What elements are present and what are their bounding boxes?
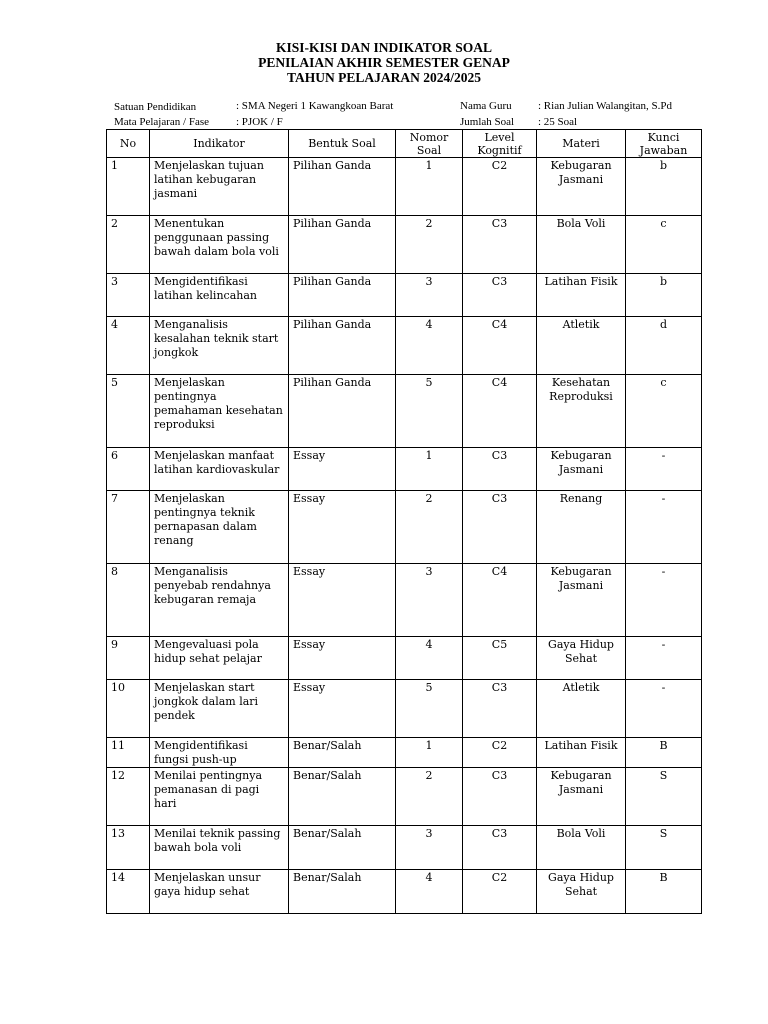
row-level-kognitif: C3 bbox=[463, 274, 537, 317]
row-level-kognitif: C3 bbox=[463, 680, 537, 738]
table-row bbox=[107, 826, 702, 870]
row-nomor-soal: 3 bbox=[396, 274, 463, 317]
kisi-kisi-table bbox=[106, 129, 702, 914]
row-kunci-jawaban: - bbox=[626, 637, 702, 680]
row-indikator: Menentukan penggunaan passing bawah dalam bola voli bbox=[150, 216, 289, 274]
row-nomor-soal: 1 bbox=[396, 738, 463, 768]
row-nomor-soal: 3 bbox=[396, 564, 463, 637]
row-bentuk-soal: Pilihan Ganda bbox=[289, 216, 396, 274]
row-kunci-jawaban: d bbox=[626, 317, 702, 375]
row-bentuk-soal: Pilihan Ganda bbox=[289, 317, 396, 375]
row-kunci-jawaban: b bbox=[626, 274, 702, 317]
row-indikator: Menjelaskan pentingnya teknik pernapasan dalam renang bbox=[150, 491, 289, 564]
row-bentuk-soal: Pilihan Ganda bbox=[289, 375, 396, 448]
table-row bbox=[107, 375, 702, 448]
row-materi: Kesehatan Reproduksi bbox=[537, 375, 626, 448]
table-header-row bbox=[107, 130, 702, 158]
row-no: 5 bbox=[107, 375, 150, 448]
row-bentuk-soal: Pilihan Ganda bbox=[289, 158, 396, 216]
row-no: 1 bbox=[107, 158, 150, 216]
row-nomor-soal: 1 bbox=[396, 448, 463, 491]
row-bentuk-soal: Benar/Salah bbox=[289, 826, 396, 870]
row-level-kognitif: C3 bbox=[463, 491, 537, 564]
header-level-kognitif: Level Kognitif bbox=[463, 130, 537, 158]
header-no: No bbox=[107, 130, 150, 158]
table-row bbox=[107, 680, 702, 738]
row-nomor-soal: 2 bbox=[396, 216, 463, 274]
row-no: 7 bbox=[107, 491, 150, 564]
row-no: 13 bbox=[107, 826, 150, 870]
row-no: 4 bbox=[107, 317, 150, 375]
row-materi: Latihan Fisik bbox=[537, 738, 626, 768]
row-indikator: Menjelaskan manfaat latihan kardiovaskular bbox=[150, 448, 289, 491]
row-kunci-jawaban: B bbox=[626, 738, 702, 768]
row-level-kognitif: C4 bbox=[463, 564, 537, 637]
row-indikator: Menjelaskan pentingnya pemahaman kesehatan reproduksi bbox=[150, 375, 289, 448]
row-bentuk-soal: Benar/Salah bbox=[289, 768, 396, 826]
row-no: 9 bbox=[107, 637, 150, 680]
row-no: 8 bbox=[107, 564, 150, 637]
row-bentuk-soal: Essay bbox=[289, 564, 396, 637]
row-nomor-soal: 4 bbox=[396, 870, 463, 914]
row-materi: Atletik bbox=[537, 680, 626, 738]
row-level-kognitif: C3 bbox=[463, 826, 537, 870]
row-nomor-soal: 5 bbox=[396, 375, 463, 448]
table-row bbox=[107, 870, 702, 914]
row-kunci-jawaban: c bbox=[626, 216, 702, 274]
row-materi: Gaya Hidup Sehat bbox=[537, 637, 626, 680]
row-level-kognitif: C2 bbox=[463, 870, 537, 914]
table-row bbox=[107, 448, 702, 491]
row-bentuk-soal: Essay bbox=[289, 491, 396, 564]
row-nomor-soal: 3 bbox=[396, 826, 463, 870]
row-materi: Kebugaran Jasmani bbox=[537, 564, 626, 637]
row-indikator: Menjelaskan tujuan latihan kebugaran jasmani bbox=[150, 158, 289, 216]
table-row bbox=[107, 317, 702, 375]
header-kunci-jawaban: Kunci Jawaban bbox=[626, 130, 702, 158]
guru-label: Nama Guru bbox=[460, 100, 512, 112]
row-indikator: Mengidentifikasi fungsi push-up bbox=[150, 738, 289, 768]
row-indikator: Mengidentifikasi latihan kelincahan bbox=[150, 274, 289, 317]
header-nomor-soal: Nomor Soal bbox=[396, 130, 463, 158]
row-indikator: Menjelaskan unsur gaya hidup sehat bbox=[150, 870, 289, 914]
header-indikator: Indikator bbox=[150, 130, 289, 158]
header-bentuk-soal: Bentuk Soal bbox=[289, 130, 396, 158]
row-level-kognitif: C2 bbox=[463, 738, 537, 768]
header-materi: Materi bbox=[537, 130, 626, 158]
table-row bbox=[107, 564, 702, 637]
row-no: 2 bbox=[107, 216, 150, 274]
row-level-kognitif: C4 bbox=[463, 375, 537, 448]
jumlah-value: : 25 Soal bbox=[538, 116, 578, 128]
row-materi: Gaya Hidup Sehat bbox=[537, 870, 626, 914]
row-bentuk-soal: Essay bbox=[289, 448, 396, 491]
row-nomor-soal: 4 bbox=[396, 637, 463, 680]
row-kunci-jawaban: - bbox=[626, 448, 702, 491]
row-no: 3 bbox=[107, 274, 150, 317]
row-nomor-soal: 1 bbox=[396, 158, 463, 216]
row-no: 6 bbox=[107, 448, 150, 491]
title-line-3: TAHUN PELAJARAN 2024/2025 bbox=[286, 70, 481, 85]
mapel-label: Mata Pelajaran / Fase bbox=[114, 116, 209, 128]
row-kunci-jawaban: - bbox=[626, 680, 702, 738]
table-row bbox=[107, 637, 702, 680]
row-bentuk-soal: Essay bbox=[289, 637, 396, 680]
title-line-1: KISI-KISI DAN INDIKATOR SOAL bbox=[276, 40, 492, 55]
table-row bbox=[107, 274, 702, 317]
row-no: 11 bbox=[107, 738, 150, 768]
row-no: 10 bbox=[107, 680, 150, 738]
row-materi: Latihan Fisik bbox=[537, 274, 626, 317]
table-row bbox=[107, 158, 702, 216]
row-level-kognitif: C5 bbox=[463, 637, 537, 680]
table-row bbox=[107, 768, 702, 826]
row-no: 14 bbox=[107, 870, 150, 914]
table-row bbox=[107, 491, 702, 564]
row-materi: Atletik bbox=[537, 317, 626, 375]
satuan-label: Satuan Pendidikan bbox=[114, 101, 197, 113]
row-level-kognitif: C2 bbox=[463, 158, 537, 216]
row-kunci-jawaban: S bbox=[626, 826, 702, 870]
title-line-2: PENILAIAN AKHIR SEMESTER GENAP bbox=[258, 55, 510, 70]
row-bentuk-soal: Pilihan Ganda bbox=[289, 274, 396, 317]
row-materi: Kebugaran Jasmani bbox=[537, 768, 626, 826]
row-materi: Renang bbox=[537, 491, 626, 564]
row-kunci-jawaban: b bbox=[626, 158, 702, 216]
row-nomor-soal: 4 bbox=[396, 317, 463, 375]
row-materi: Bola Voli bbox=[537, 826, 626, 870]
row-level-kognitif: C3 bbox=[463, 216, 537, 274]
row-materi: Kebugaran Jasmani bbox=[537, 158, 626, 216]
jumlah-label: Jumlah Soal bbox=[460, 116, 515, 128]
row-level-kognitif: C4 bbox=[463, 317, 537, 375]
row-indikator: Menjelaskan start jongkok dalam lari pendek bbox=[150, 680, 289, 738]
row-kunci-jawaban: - bbox=[626, 564, 702, 637]
row-materi: Kebugaran Jasmani bbox=[537, 448, 626, 491]
row-bentuk-soal: Benar/Salah bbox=[289, 870, 396, 914]
row-no: 12 bbox=[107, 768, 150, 826]
row-kunci-jawaban: c bbox=[626, 375, 702, 448]
table-row bbox=[107, 738, 702, 768]
row-kunci-jawaban: B bbox=[626, 870, 702, 914]
row-nomor-soal: 5 bbox=[396, 680, 463, 738]
row-level-kognitif: C3 bbox=[463, 768, 537, 826]
row-indikator: Menilai pentingnya pemanasan di pagi hari bbox=[150, 768, 289, 826]
row-indikator: Menganalisis kesalahan teknik start jongkok bbox=[150, 317, 289, 375]
row-materi: Bola Voli bbox=[537, 216, 626, 274]
table-row bbox=[107, 216, 702, 274]
satuan-value: : SMA Negeri 1 Kawangkoan Barat bbox=[236, 100, 394, 112]
row-kunci-jawaban: S bbox=[626, 768, 702, 826]
row-indikator: Mengevaluasi pola hidup sehat pelajar bbox=[150, 637, 289, 680]
row-nomor-soal: 2 bbox=[396, 491, 463, 564]
row-nomor-soal: 2 bbox=[396, 768, 463, 826]
row-indikator: Menilai teknik passing bawah bola voli bbox=[150, 826, 289, 870]
row-indikator: Menganalisis penyebab rendahnya kebugaran remaja bbox=[150, 564, 289, 637]
mapel-value: : PJOK / F bbox=[236, 116, 283, 128]
row-kunci-jawaban: - bbox=[626, 491, 702, 564]
row-bentuk-soal: Essay bbox=[289, 680, 396, 738]
guru-value: : Rian Julian Walangitan, S.Pd bbox=[538, 100, 672, 112]
row-bentuk-soal: Benar/Salah bbox=[289, 738, 396, 768]
document-title bbox=[0, 40, 768, 85]
row-level-kognitif: C3 bbox=[463, 448, 537, 491]
